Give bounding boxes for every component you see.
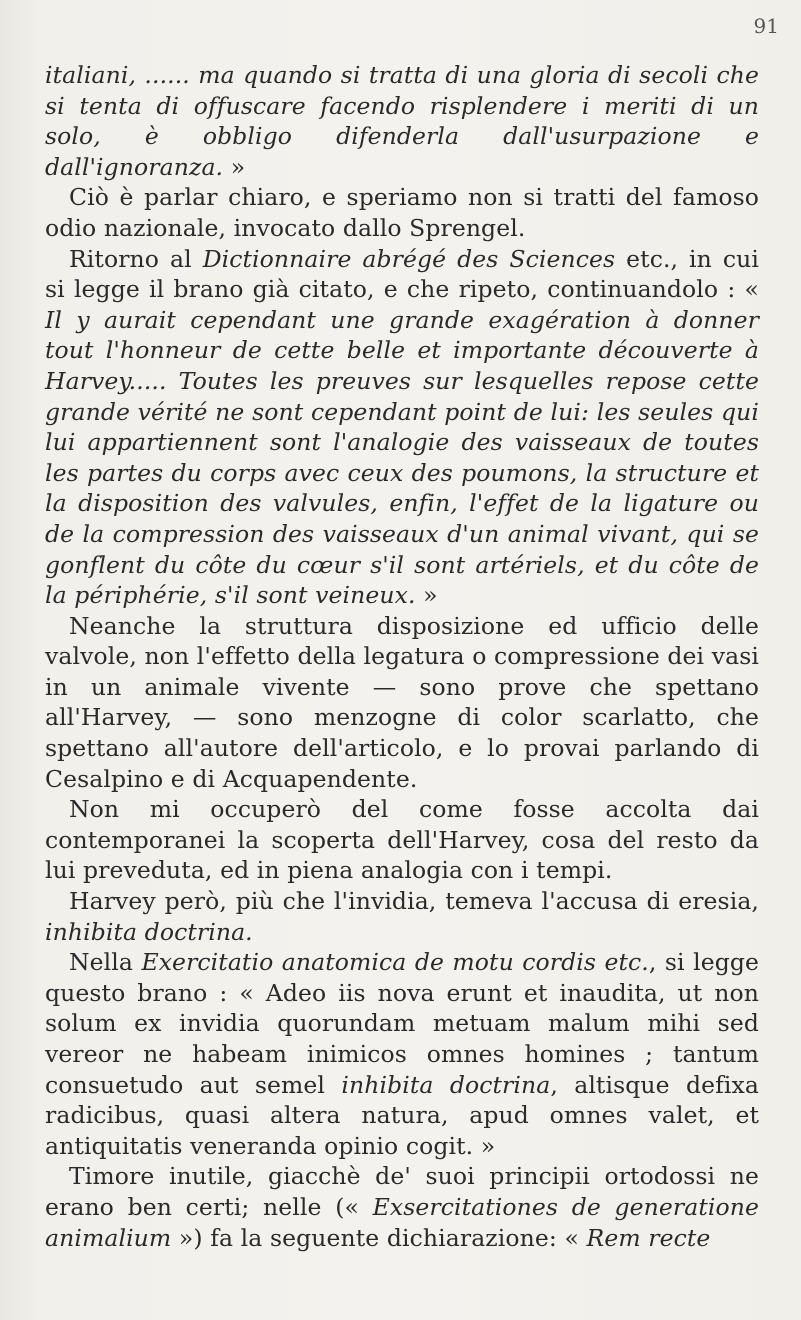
italic-text: Il y aurait cependant une grande exagération à donner tout l'honneur de cette belle et importante découverte à Harvey..... Toutes les preuves sur lesquelles repose cette grande vérité ne sont cependant point de lui: les seules qui lui appartiennent sont l'analogie des vaisseaux de toutes les partes du corps avec ceux des poumons, la structure et la disposition des valvules, enfin, l'effet de la ligature ou de la compression des vaisseaux d'un animal vivant, qui se gonflent du côte du cœur s'il sont artériels, et du côte de la périphérie, s'il sont veineux. xyxy=(45,305,759,610)
text-run: , altisque defixa radicibus, quasi altera natura, apud omnes valet, et antiquitatis veneranda opinio cogit. » xyxy=(45,1070,759,1160)
text-run: » xyxy=(415,581,438,610)
italic-text: italiani, ...... ma quando si tratta di una gloria di secoli che si tenta di offuscare facendo risplendere i meriti di un solo, è obbligo difenderla dall'usurpazione e dall'ignoranza. xyxy=(45,61,759,181)
paragraph xyxy=(45,611,759,795)
text-run: Harvey però, più che l'invidia, temeva l'accusa di eresia, xyxy=(69,887,759,916)
text-run: Ciò è parlar chiaro, e speriamo non si tratti del famoso odio nazionale, invocato dallo Sprengel. xyxy=(45,183,759,242)
paragraph xyxy=(45,1161,759,1253)
italic-text: inhibita doctrina xyxy=(341,1070,551,1099)
text-run: Non mi occuperò del come fosse accolta dai contemporanei la scoperta dell'Harvey, cosa del resto da lui preveduta, ed in piena analogia con i tempi. xyxy=(45,795,759,885)
text-run: ») fa la seguente dichiarazione: « xyxy=(171,1223,587,1252)
text-run: Nella xyxy=(69,948,142,977)
paragraph xyxy=(45,60,759,182)
paragraph xyxy=(45,244,759,611)
text-run: » xyxy=(223,152,246,181)
italic-text: inhibita doctrina. xyxy=(45,917,253,946)
paragraph xyxy=(45,947,759,1161)
text-run: Neanche la struttura disposizione ed ufficio delle valvole, non l'effetto della legatura o compressione dei vasi in un animale vivente — sono prove che spettano all'Harvey, — sono menzogne di color scarlatto, che spettano all'autore dell'articolo, e lo provai parlando di Cesalpino e di Acquapendente. xyxy=(45,611,759,793)
italic-text: Exercitatio anatomica de motu cordis etc. xyxy=(141,948,649,977)
text-run: , si legge questo brano : « Adeo iis nova erunt et inaudita, ut non solum ex invidia quorundam metuam malum mihi sed vereor ne habeam inimicos omnes homines ; tantum consuetudo aut semel xyxy=(45,948,759,1099)
italic-text: Exsercitationes de generatione animalium xyxy=(45,1192,759,1252)
body-text xyxy=(45,60,759,1253)
text-run: etc., in cui si legge il brano già citato, e che ripeto, continuandolo : « xyxy=(45,244,759,304)
italic-text: Dictionnaire abrégé des Sciences xyxy=(202,244,616,273)
page-number: 91 xyxy=(753,14,779,38)
text-run: Ritorno al xyxy=(69,244,203,273)
paragraph xyxy=(45,182,759,243)
text-run: Timore inutile, giacchè de' suoi principii ortodossi ne erano ben certi; nelle (« xyxy=(45,1162,759,1221)
italic-text: Rem recte xyxy=(586,1223,711,1252)
paragraph xyxy=(45,794,759,886)
paragraph xyxy=(45,886,759,947)
